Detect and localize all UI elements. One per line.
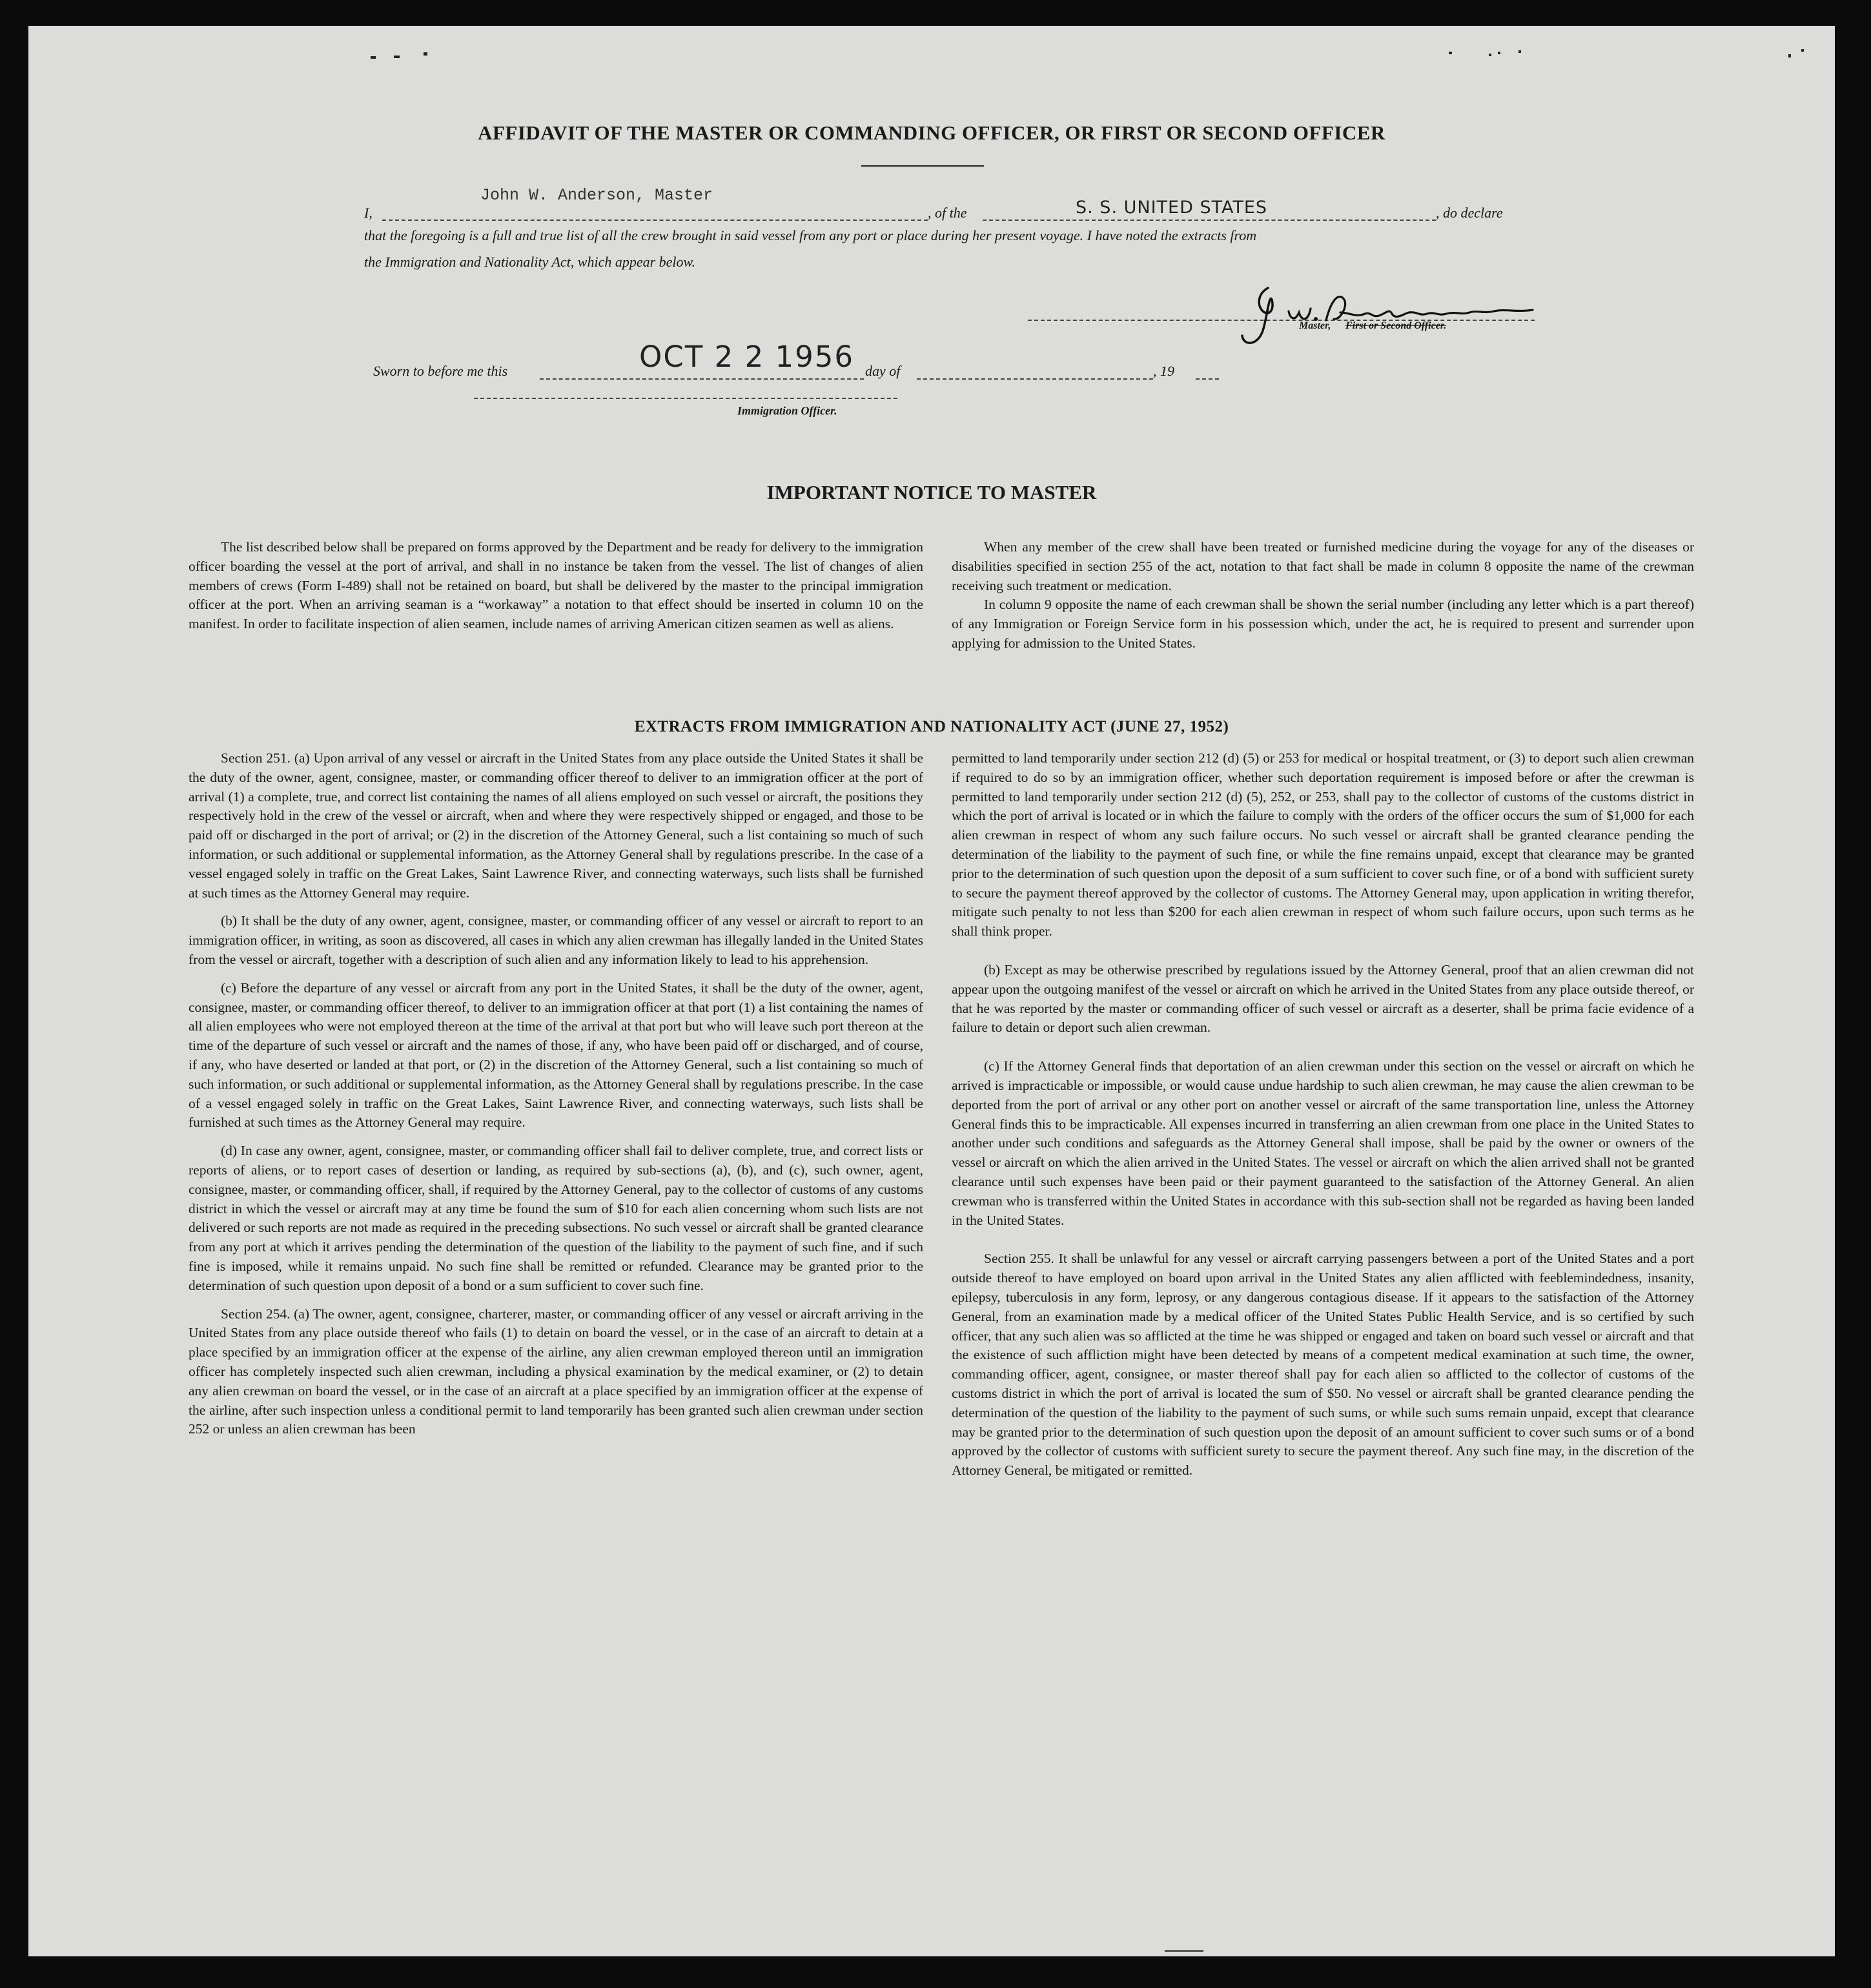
- scan-speck: [1489, 54, 1491, 56]
- scan-speck: [1801, 49, 1804, 52]
- affidavit-prefix: I,: [364, 205, 373, 221]
- section-254-b: (b) Except as may be otherwise prescribed by regulations issued by the Attorney General, proof that an alien crewman did not appear upon the outgoing manifest of the vessel or aircraft on which he arrived in the United States from any place outside thereof, or that he was reported by the master or commanding officer of such vessel or aircraft as a deserter, shall be prima facie evidence of a failure to detain or deport such alien crewman.: [952, 961, 1694, 1036]
- do-declare-label: , do declare: [1436, 205, 1503, 221]
- sworn-date-line: [540, 378, 864, 380]
- notice-paragraph: When any member of the crew shall have been treated or furnished medicine during the voyage for any of the diseases or disabilities specified in section 255 of the act, notation to that fact shall be made in column 8 opposite the name of the crewman receiving such treatment or medication.: [952, 539, 1694, 593]
- master-title-label: Master,: [1299, 320, 1331, 331]
- year-line: [1196, 378, 1219, 380]
- scan-speck: [1165, 1950, 1203, 1952]
- name-line: [382, 220, 928, 221]
- scan-speck: [1449, 52, 1452, 54]
- scan-speck: [1788, 54, 1791, 57]
- notice-right-column: [952, 538, 1694, 653]
- scan-speck: [394, 56, 400, 58]
- year-label: , 19: [1153, 363, 1174, 379]
- section-251-c: (c) Before the departure of any vessel or aircraft from any port in the United States, it shall be the duty of the owner, agent, consignee, master, or commanding officer thereof, to deliver to an immigration officer at that port (1) a list containing the names of all alien employees who were not employed thereon at the time of the arrival at that port but who will leave such port thereon at the time of the departure of such vessel or aircraft and the names of those, if any, who have been paid off or discharged, and of course, if any, who have deserted or landed at that port, or (2) in the discretion of the Attorney General, such a list containing so much of such information, or such additional or supplemental information, as the Attorney General shall by regulations prescribe. In the case of a vessel engaged solely in traffic on the Great Lakes, Saint Lawrence River, and connecting waterways, such lists shall be furnished at such times as the Attorney General may require.: [189, 979, 923, 1131]
- title-rule: [861, 165, 984, 167]
- date-stamp: OCT 2 2 1956: [639, 340, 855, 374]
- day-of-label: day of: [865, 363, 901, 379]
- section-255: Section 255. It shall be unlawful for any vessel or aircraft carrying passengers between a port of the United States and a port outside thereof to have employed on board upon arrival in the United States any alien afflicted with feeblemindedness, insanity, epilepsy, tuberculosis in any form, leprosy, or any dangerous contagious disease. If it appears to the satisfaction of the Attorney General, from an examination made by a medical officer of the United States Public Health Service, and is so certified by such officer, that any such alien was so afflicted at the time he was shipped or engaged and taken on board such vessel or aircraft and that the existence of such affliction might have been detected by means of a competent medical examination at such time, the owner, commanding officer, agent, consignee, or master thereof shall pay for each alien so afflicted to the collector of customs of the customs district in which the port of arrival is located the sum of $50. No vessel or aircraft shall be granted clearance pending the determination of the question of the liability to the payment of such sums, or while such sums remain unpaid, except that clearance may be granted prior to the determination of such question upon the deposit of an amount sufficient to cover such sums or of a bond approved by the collector of customs with sufficient surety to secure the payment thereof. Any such fine may, in the discretion of the Attorney General, be mitigated or remitted.: [952, 1251, 1694, 1479]
- officer-signature-line: [474, 398, 897, 399]
- scan-speck: [371, 56, 376, 59]
- extracts-right-column: [952, 749, 1694, 1481]
- section-254-c: (c) If the Attorney General finds that deportation of an alien crewman under this section on the vessel or aircraft on which he arrived is impracticable or impossible, or would cause undue hardship to such alien crewman, he may cause the alien crewman to be deported from the port of arrival or any other port on another vessel or aircraft of the same transportation line, unless the Attorney General finds this to be impracticable. All expenses incurred in transferring an alien crewman from one place in the United States to another under such conditions and safeguards as the Attorney General shall impose, shall be paid by the owner or owners of the vessel or aircraft on which the alien arrived in the United States. The vessel or aircraft on which the alien arrived shall not be granted clearance until such expenses have been paid or their payment guaranteed to the satisfaction of the Attorney General. An alien crewman who is transferred within the United States in accordance with this sub-section shall not be regarded as having been landed in the United States.: [952, 1058, 1694, 1228]
- section-254-a-continued: permitted to land temporarily under section 212 (d) (5) or 253 for medical or hospital treatment, or (3) to deport such alien crewman if required to do so by an immigration officer, whether such deportation requirement is imposed before or after the crewman is permitted to land temporarily under section 212 (d) (5), 252, or 253, shall pay to the collector of customs of the customs district in which the port of arrival is located or in which the failure to comply with the orders of the officer occurs the sum of $1,000 for each alien crewman in respect of whom any such failure occurs. No such vessel or aircraft shall be granted clearance pending the determination of the liability to the payment of such fine, or while the fine remains unpaid, except that clearance may be granted prior to the determination of such question upon the deposit of a sum sufficient to cover such fine, or of a bond with sufficient surety to secure the payment thereof approved by the collector of customs. The Attorney General may, upon application in writing therefor, mitigate such penalty to not less than $200 for each alien crewman in respect of whom such failure occurs, upon such terms as he shall think proper.: [952, 750, 1694, 939]
- section-254-a: Section 254. (a) The owner, agent, consignee, charterer, master, or commanding officer of any vessel or aircraft arriving in the United States from any place outside thereof who fails (1) to detain on board the vessel, or in the case of an aircraft to detain at a place specified by an immigration officer at the expense of the airline, any alien crewman employed thereon until an immigration officer has completely inspected such alien crewman, including a physical examination by the medical examiner, or (2) to detain any alien crewman on board the vessel, or in the case of an aircraft at a place specified by an immigration officer at the expense of the airline, after such inspection unless a conditional permit to land temporarily has been granted such alien crewman under section 252 or unless an alien crewman has been: [189, 1306, 923, 1437]
- notice-title: IMPORTANT NOTICE TO MASTER: [766, 481, 1097, 504]
- vessel-name-value: S. S. UNITED STATES: [1076, 198, 1268, 218]
- affidavit-title: AFFIDAVIT OF THE MASTER OR COMMANDING OFFICER, OR FIRST OR SECOND OFFICER: [478, 121, 1385, 144]
- affidavit-line-2: that the foregoing is a full and true list of all the crew brought in said vessel from any port or place during her present voyage. I have noted the extracts from: [364, 227, 1257, 243]
- immigration-officer-label: Immigration Officer.: [737, 404, 837, 417]
- master-name-value: John W. Anderson, Master: [480, 186, 713, 205]
- extracts-title: EXTRACTS FROM IMMIGRATION AND NATIONALITY ACT (JUNE 27, 1952): [634, 718, 1229, 735]
- sworn-label: Sworn to before me this: [373, 363, 508, 379]
- notice-paragraph: In column 9 opposite the name of each crewman shall be shown the serial number (including any letter which is a part thereof) of any Immigration or Foreign Service form in his possession which, under the act, he is required to present and surrender upon applying for admission to the United States.: [952, 597, 1694, 651]
- month-line: [917, 378, 1153, 380]
- scan-speck: [1518, 50, 1521, 53]
- notice-left-column: [189, 538, 923, 634]
- vessel-line: [983, 220, 1436, 221]
- scan-speck: [1498, 52, 1500, 54]
- notice-paragraph: The list described below shall be prepared on forms approved by the Department and be ready for delivery to the immigration officer boarding the vessel at the port of arrival, and shall in no instance be taken from the vessel. The list of changes of alien members of crews (Form I-489) shall not be retained on board, but shall be delivered by the master to the principal immigration officer at the port. When an arriving seaman is a “workaway” a notation to that effect should be inserted in column 10 on the manifest. In order to facilitate inspection of alien seamen, include names of arriving American citizen seamen as well as aliens.: [189, 539, 923, 632]
- extracts-left-column: [189, 749, 923, 1439]
- master-signature: [1229, 274, 1546, 351]
- affidavit-line-3: the Immigration and Nationality Act, which appear below.: [364, 254, 696, 270]
- struck-officer-label: First or Second Officer.: [1345, 320, 1447, 331]
- document-page: [28, 26, 1835, 1956]
- section-251-a: Section 251. (a) Upon arrival of any vessel or aircraft in the United States from any place outside the United States it shall be the duty of the owner, agent, consignee, master, or commanding officer thereof to deliver to an immigration officer at the port of arrival (1) a complete, true, and correct list containing the names of all aliens employed on such vessel or aircraft, the positions they respectively hold in the crew of the vessel or aircraft, when and where they were respectively shipped or engaged, and those to be paid off or discharged in the port of arrival; or (2) in the discretion of the Attorney General, such a list containing so much of such information, or such additional or supplemental information, as the Attorney General shall by regulations prescribe. In the case of a vessel engaged solely in traffic on the Great Lakes, Saint Lawrence River, and connecting waterways, such lists shall be furnished at such times as the Attorney General may require.: [189, 750, 923, 901]
- section-251-d: (d) In case any owner, agent, consignee, master, or commanding officer shall fail to deliver complete, true, and correct lists or reports of aliens, or to report cases of desertion or landing, as required by sub-sections (a), (b), and (c), such owner, agent, consignee, master, or commanding officer, shall, if required by the Attorney General, pay to the collector of customs of any customs district in which the vessel or aircraft may at any time be found the sum of $10 for each alien concerning whom such lists are not delivered or such reports are not made as required in the preceding subsections. No such vessel or aircraft shall be granted clearance from any port at which it arrives pending the determination of the question of the liability to the payment of such fine, and if such fine is imposed, while it remains unpaid. No such fine shall be remitted or refunded. Clearance may be granted prior to the determination of such question upon deposit of a bond or a sum sufficient to cover such fine.: [189, 1143, 923, 1293]
- section-251-b: (b) It shall be the duty of any owner, agent, consignee, master, or commanding officer of any vessel or aircraft to report to an immigration officer, in writing, as soon as discovered, all cases in which any alien crewman has illegally landed in the United States from the vessel or aircraft, together with a description of such alien and any information likely to lead to his apprehension.: [189, 913, 923, 967]
- scan-speck: [424, 52, 427, 56]
- of-the-label: , of the: [928, 205, 967, 221]
